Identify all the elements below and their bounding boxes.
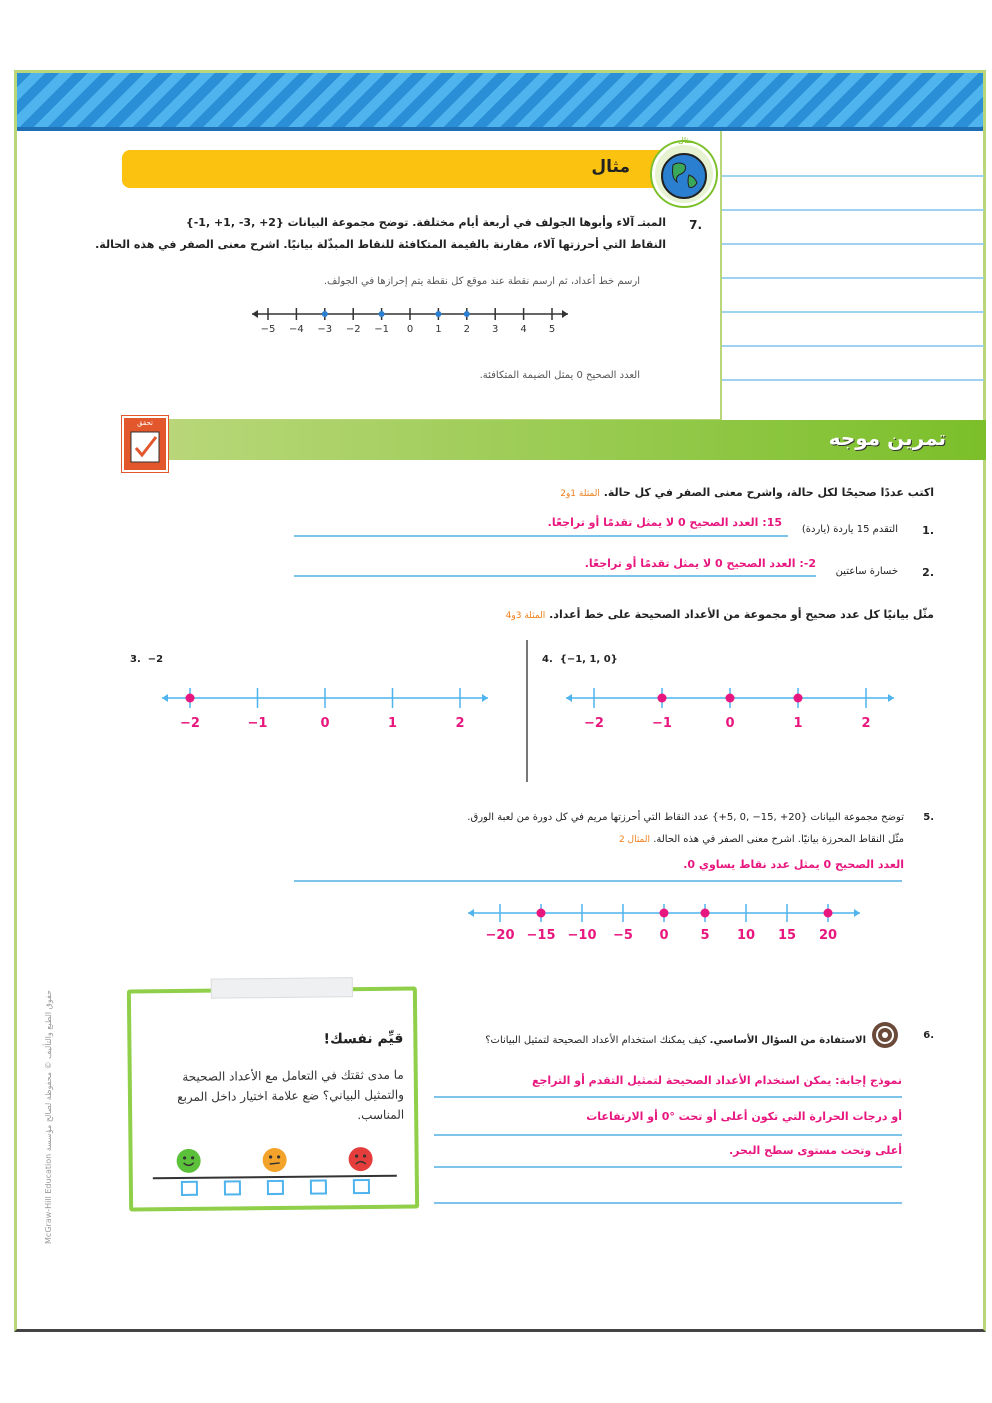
left-arrow-icon	[468, 909, 474, 917]
q3-q4-divider	[526, 640, 528, 782]
q3-number-line	[160, 680, 490, 736]
right-arrow-icon	[854, 909, 860, 917]
number-line-point	[435, 311, 441, 317]
q6-answer-line-4	[434, 1202, 902, 1204]
rating-checkbox-1[interactable]	[181, 1181, 198, 1196]
q1-number: .1	[922, 524, 934, 537]
example-badge: مثال	[678, 136, 693, 145]
self-rate-question: ما مدى ثقتك في التعامل مع الأعداد الصحيحة والتمثيل البياني؟ ضع علامة اختيار داخل المربع المناسب.	[177, 1067, 405, 1123]
q3-number-line-svg	[160, 680, 490, 716]
q3-label: 3. −2	[130, 654, 164, 665]
number-line-tick-label: 0	[725, 716, 735, 731]
q5-number: .5	[923, 812, 934, 823]
notes-column	[722, 131, 984, 421]
number-line-point	[322, 311, 328, 317]
q5-number-line	[466, 898, 862, 950]
number-line-tick-label: −1	[247, 716, 268, 731]
number-line-point	[701, 909, 710, 918]
example-header-bar	[122, 150, 678, 188]
number-line-tick-label: −4	[289, 324, 304, 335]
right-arrow-icon	[562, 310, 568, 318]
q6-text	[434, 1030, 866, 1052]
q6-number: .6	[923, 1030, 934, 1041]
number-line-tick-label: 1	[793, 716, 803, 731]
q5-line2	[500, 834, 904, 845]
rating-checkbox-2[interactable]	[224, 1180, 241, 1195]
q5-ref: المثال 2	[618, 835, 650, 845]
right-arrow-icon	[482, 694, 488, 702]
q5-answer[interactable]: العدد الصحيح 0 يمثل عدد نقاط يساوي 0.	[683, 858, 904, 871]
number-line-tick-label: 5	[700, 928, 710, 943]
number-line-point	[824, 909, 833, 918]
q1-text: التقدم 15 ياردة (ياردة)	[801, 524, 898, 535]
q6-answer-1[interactable]: نموذج إجابة: يمكن استخدام الأعداد الصحيحة لتمثيل التقدم أو التراجع	[531, 1074, 902, 1087]
example-header-title: مثال	[591, 157, 630, 177]
number-line-tick-label: −1	[374, 324, 389, 335]
number-line-tick-label: 0	[320, 716, 330, 731]
number-line-tick-label: 1	[435, 324, 442, 335]
number-line-tick-label: 3	[492, 324, 499, 335]
self-rate-title: قيِّم نفسك!	[323, 1030, 404, 1048]
number-line-tick-label: 0	[659, 928, 669, 943]
guided-instruction-2-ref: المثلة 3و4	[505, 611, 546, 621]
q1-answer[interactable]: 15: العدد الصحيح 0 لا يمثل تقدمًا أو تراجعًا.	[547, 516, 782, 529]
guided-header-bar	[160, 420, 986, 460]
number-line-point	[537, 909, 546, 918]
number-line-tick-label: −5	[613, 928, 633, 943]
right-arrow-icon	[888, 694, 894, 702]
number-line-tick-label: 5	[548, 324, 556, 335]
number-line-point	[726, 694, 735, 703]
q6-answer-line-1	[434, 1096, 902, 1098]
rating-checkbox-5[interactable]	[353, 1179, 370, 1194]
problem-7-number: .7	[689, 218, 702, 232]
guided-instruction-2-text: مثّل بيانيًا كل عدد صحيح أو مجموعة من الأعداد الصحيحة على خط أعداد.	[549, 608, 934, 621]
q6-answer-2[interactable]: أو درجات الحرارة التي تكون أعلى أو تحت °0 أو الارتفاعات	[586, 1110, 902, 1123]
q2-answer[interactable]: 2-: العدد الصحيح 0 لا يمثل تقدمًا أو تراجعًا.	[584, 557, 816, 570]
q6-answer-line-2	[434, 1134, 902, 1136]
q5-answer-line	[294, 880, 902, 882]
left-arrow-icon	[252, 310, 258, 318]
number-line-tick-label: 4	[520, 324, 527, 335]
number-line-tick-label: 2	[463, 324, 470, 335]
number-line-tick-label: 10	[736, 928, 756, 943]
self-rate-tape	[211, 977, 353, 998]
number-line-tick-label: −20	[485, 928, 515, 943]
rating-checkbox-3[interactable]	[267, 1180, 284, 1195]
number-line-tick-label: 2	[861, 716, 871, 731]
guided-instruction-1-text: اكتب عددًا صحيحًا لكل حالة، واشرح معنى الصفر في كل حالة.	[603, 486, 934, 499]
q4-label: 4. {−1, 1, 0}	[542, 654, 618, 665]
number-line-point	[794, 694, 803, 703]
left-arrow-icon	[162, 694, 168, 702]
number-line-tick-label: −2	[584, 716, 604, 731]
number-line-point	[379, 311, 385, 317]
example-number-line	[250, 300, 570, 350]
guided-header-title: تمرين موجه	[828, 426, 946, 450]
globe-icon	[652, 142, 716, 206]
sad-face-icon	[349, 1147, 373, 1171]
neutral-face-icon	[263, 1148, 287, 1172]
problem-7-line1: المبتـ آلاء وأبوها الجولف في أربعة أيام مختلفة. توضح مجموعة البيانات {2+ ,3- ,1+ ,1-}	[185, 216, 666, 229]
number-line-point	[658, 694, 667, 703]
number-line-point	[464, 311, 470, 317]
number-line-point	[186, 694, 195, 703]
q2-answer-line	[294, 575, 816, 577]
number-line-tick-label: 20	[818, 928, 838, 943]
number-line-tick-label: −2	[345, 324, 361, 335]
number-line-tick-label: 2	[455, 716, 465, 731]
number-line-tick-label: −2	[180, 716, 200, 731]
number-line-tick-label: −3	[317, 324, 333, 335]
q6-question: كيف يمكنك استخدام الأعداد الصحيحة لتمثيل البيانات؟	[485, 1035, 707, 1046]
q6-answer-3[interactable]: أعلى وتحت مستوى سطح البحر.	[728, 1144, 902, 1157]
problem-7-line2: النقاط التي أحرزتها آلاء، مقارنة بالقيمة المتكافئة للنقاط المبذّلة بيانيًا. اشرح معنى الصفر في هذه الحالة.	[95, 238, 666, 251]
q2-number: .2	[922, 566, 934, 579]
self-rate-box	[127, 986, 419, 1211]
q6-answer-line-3	[434, 1166, 902, 1168]
guided-instruction-2	[430, 608, 934, 621]
number-line-tick-label: 0	[406, 324, 414, 335]
example-conclusion: العدد الصحيح 0 يمثل الضيمة المتكافئة.	[479, 370, 640, 381]
q2-text: خسارة ساعتين	[835, 566, 898, 577]
number-line-tick-label: −15	[526, 928, 556, 943]
guided-instruction-1-ref: المثلة 1و2	[560, 489, 600, 499]
number-line-point	[660, 909, 669, 918]
q4-number-line	[564, 680, 896, 736]
q1-answer-line	[294, 535, 788, 537]
problem-7-instruction: ارسم خط أعداد، ثم ارسم نقطة عند موقع كل نقطة يتم إحرازها في الجولف.	[323, 276, 640, 287]
number-line-tick-label: −1	[652, 716, 672, 731]
guided-instruction-1	[420, 486, 934, 499]
q4-number-line-svg	[564, 680, 896, 716]
copyright-side-note: حقوق الطبع والتأليف © محفوظة لصالح مؤسسة McGraw-Hill Education	[44, 990, 53, 1244]
check-badge-label: تحقق	[137, 419, 153, 427]
q5-line1: توضح مجموعة البيانات {20+ ,15− ,0 ,5+} عدد النقاط التي أحرزتها مريم في كل دورة من لعبة الورق.	[467, 812, 904, 823]
rating-checkbox-4[interactable]	[310, 1179, 327, 1194]
q6-title: الاستفادة من السؤال الأساسي.	[709, 1035, 866, 1046]
number-line-tick-label: −10	[567, 928, 597, 943]
happy-face-icon	[177, 1149, 201, 1173]
number-line-tick-label: −5	[260, 324, 276, 335]
left-arrow-icon	[566, 694, 572, 702]
q5-number-line-svg	[466, 898, 862, 928]
number-line-tick-label: 1	[387, 716, 398, 731]
essential-question-icon	[872, 1022, 898, 1048]
check-badge-icon	[122, 416, 168, 472]
number-line-tick-label: 15	[777, 928, 797, 943]
top-stripe-band	[17, 73, 983, 127]
q5-line2-text: مثّل النقاط المحرزة بيانيًا. اشرح معنى الصفر في هذه الحالة.	[653, 834, 904, 845]
